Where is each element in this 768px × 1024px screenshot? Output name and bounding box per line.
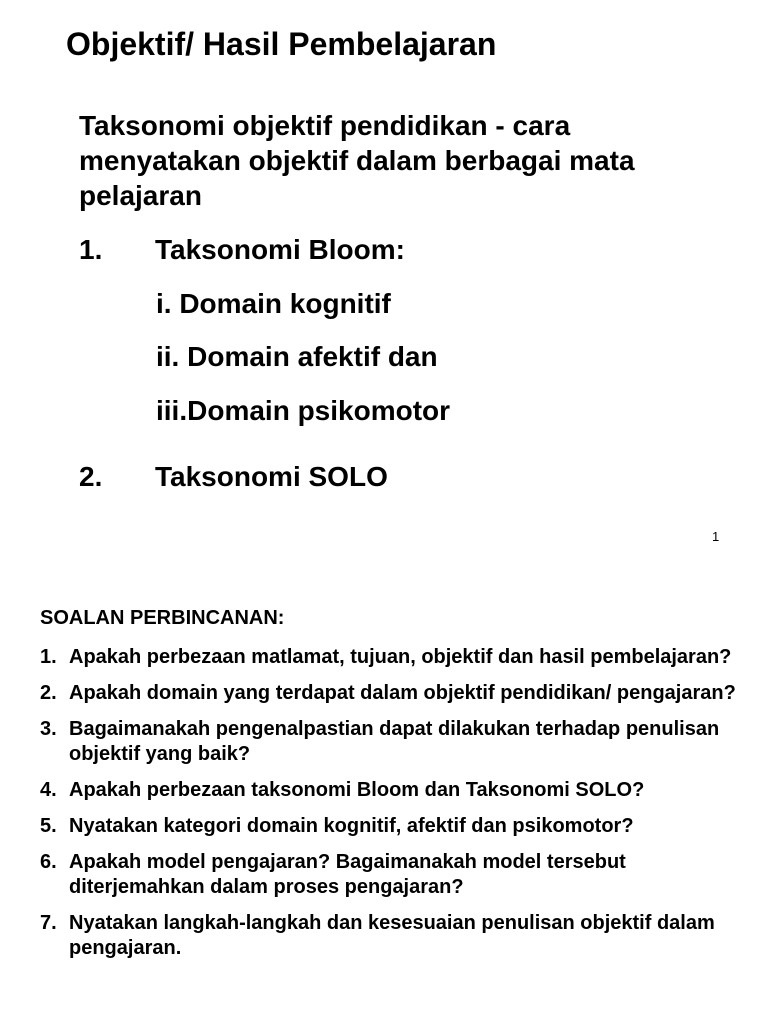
question-list — [40, 645, 740, 972]
question-item — [40, 778, 740, 803]
list-item-text: Taksonomi SOLO — [155, 461, 388, 492]
question-item — [40, 814, 740, 839]
list-item-text: Taksonomi Bloom: — [155, 234, 405, 265]
discussion-heading: SOALAN PERBINCANAN: — [40, 607, 285, 629]
question-text: Apakah perbezaan taksonomi Bloom dan Taksonomi SOLO? — [69, 779, 645, 801]
question-text: Apakah perbezaan matlamat, tujuan, objektif dan hasil pembelajaran? — [69, 646, 732, 668]
question-text: Nyatakan langkah-langkah dan kesesuaian penulisan objektif dalam pengajaran. — [69, 912, 715, 959]
question-text: Nyatakan kategori domain kognitif, afektif dan psikomotor? — [69, 815, 634, 837]
question-number: 6. — [40, 851, 57, 873]
question-number: 3. — [40, 718, 57, 740]
question-item — [40, 645, 740, 670]
question-text: Apakah domain yang terdapat dalam objektif pendidikan/ pengajaran? — [69, 682, 736, 704]
question-item — [40, 911, 740, 961]
list-item-number: 2. — [79, 461, 103, 492]
sub-item-psikomotor: iii.Domain psikomotor — [156, 395, 451, 426]
question-number: 1. — [40, 646, 57, 668]
sub-item-afektif: ii. Domain afektif dan — [156, 341, 438, 372]
list-item-solo — [79, 460, 388, 494]
question-item — [40, 717, 740, 767]
question-text: Apakah model pengajaran? Bagaimanakah model tersebut diterjemahkan dalam proses pengajaran? — [69, 851, 626, 898]
question-item — [40, 681, 740, 706]
question-number: 2. — [40, 682, 57, 704]
question-number: 5. — [40, 815, 57, 837]
list-item-number: 1. — [79, 234, 103, 265]
sub-item-kognitif: i. Domain kognitif — [156, 288, 391, 319]
slide-intro: Taksonomi objektif pendidikan - cara menyatakan objektif dalam berbagai mata pelajaran — [79, 110, 635, 211]
page-number: 1 — [712, 529, 720, 544]
question-number: 4. — [40, 779, 57, 801]
question-number: 7. — [40, 912, 57, 934]
slide-title: Objektif/ Hasil Pembelajaran — [66, 26, 497, 62]
question-item — [40, 850, 740, 900]
list-item-bloom — [79, 233, 405, 267]
question-text: Bagaimanakah pengenalpastian dapat dilakukan terhadap penulisan objektif yang baik? — [69, 718, 720, 765]
